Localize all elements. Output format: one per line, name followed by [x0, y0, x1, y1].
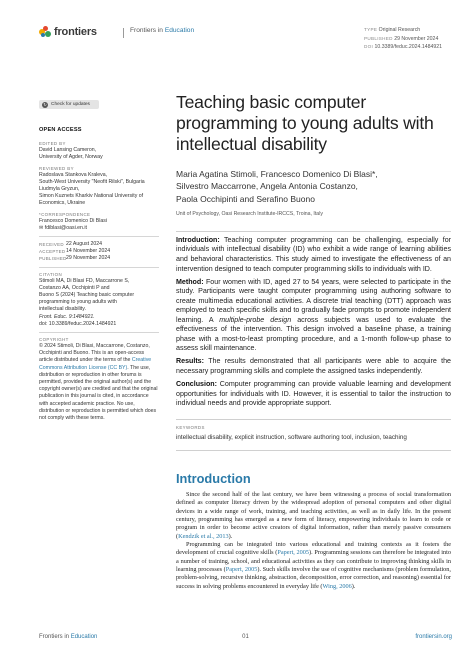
- header-divider: [123, 28, 124, 38]
- article-meta: [364, 26, 452, 52]
- author-list: [176, 168, 451, 205]
- date-key: RECEIVED: [39, 242, 64, 248]
- paragraph-text: ). Such skills involve the use of cognitive mechanisms (problem formulation, problem-solving, recursive thinking, abstraction, decomposition, error correction, and reasoning) essential for success in solving problems encountered in everyday life (: [176, 566, 451, 590]
- refresh-icon: ↻: [43, 101, 47, 107]
- author-line: Maria Agatina Stimoli, Francesco Domenico Di Blasi*,: [176, 169, 378, 179]
- correspondence-block: [39, 212, 159, 232]
- edited-by-line: David Lansing Cameron,: [39, 147, 97, 154]
- paragraph-text: ).: [228, 532, 233, 540]
- citation-link[interactable]: Wing, 2006: [322, 582, 352, 590]
- sidebar-divider: [39, 236, 159, 237]
- license-link[interactable]: Creative Commons Attribution License (CC BY): [39, 357, 152, 371]
- open-access-label: OPEN ACCESS: [39, 127, 82, 133]
- footer-site-link[interactable]: frontiersin.org: [415, 634, 452, 640]
- paragraph-text: Since the second half of the last century, we have been witnessing a process of social transformation defined as computer literacy driven by the widespread adoption of personal computers and other digital devices in a wide range of work, training, and teaching activities, as well as in daily life. In the present century, programming has emerged as a new form of literacy, empowering individuals to learn to code or program in order to become active creators of digital information, rather than merely passive consumers (: [176, 491, 451, 540]
- reviewer-line: South-West University "Neofit Rilski", Bulgaria: [39, 178, 145, 185]
- abstract-method-italic: multiple-probe design: [219, 315, 292, 324]
- citation-block: [39, 272, 159, 328]
- edited-by-line: University of Agder, Norway: [39, 154, 103, 161]
- date-value: 22 August 2024: [66, 241, 103, 248]
- copyright-text-end: . The use, distribution or reproduction in other forums is permitted, provided the original author(s) and the copyright owner(s) are credited and that the original publication in this journal is cited, in accordance with accepted academic practice. No use, distribution or reproduction is permitted which does not comply with these terms.: [39, 364, 158, 422]
- page-footer: [39, 634, 452, 646]
- copyright-text-start: © 2024 Stimoli, Di Blasi, Maccarrone, Costanzo, Occhipinti and Buono. This is an open-access article distributed under the terms of the: [39, 343, 150, 364]
- frontiers-logo-icon: [39, 26, 51, 38]
- author-line: Silvestro Maccarrone, Angela Antonia Costanzo,: [176, 181, 358, 192]
- affiliation: Unit of Psychology, Oasi Research Institute-IRCCS, Troina, Italy: [176, 210, 323, 217]
- keywords-divider: [176, 419, 451, 420]
- body-paragraph: [176, 491, 451, 541]
- abstract-conclusion: [176, 380, 451, 409]
- citation-link[interactable]: Papert, 2005: [277, 549, 310, 557]
- meta-published: [364, 35, 452, 44]
- check-updates-label: Check for updates: [51, 101, 90, 107]
- citation-line: intellectual disability.: [39, 306, 86, 313]
- abstract-method-text: Four women with ID, aged 27 to 54 years, were selected to participate in the study. Participants were taught computer programming using authoring software to create multimedia educational activities. A discrete trial teaching (DTT) approach was employed to teach specific skills and to gradually fade prompts to promote independent learning. A: [176, 277, 451, 324]
- meta-type: [364, 26, 452, 35]
- check-updates-button[interactable]: [39, 100, 99, 109]
- abstract-method-text: across subjects was used to evaluate the effectiveness of the intervention. This design involved a baseline phase, a training phase with a most-to-least prompting procedure, and a 1-month follow-up phase to assess skill maintenance.: [176, 315, 452, 353]
- correspondence-email[interactable]: ✉ fdiblasi@oasi.en.it: [39, 224, 87, 231]
- date-value: 14 November 2024: [66, 248, 111, 255]
- abstract-intro-label: Introduction:: [176, 235, 220, 244]
- abstract: [176, 236, 451, 409]
- copyright-block: [39, 337, 159, 422]
- citation-label: CITATION: [39, 271, 63, 277]
- frontiers-logo[interactable]: [39, 26, 97, 38]
- meta-published-value: 29 November 2024: [394, 35, 439, 42]
- keywords-list: intellectual disability, explicit instruction, software authoring tool, inclusion, teaching: [176, 433, 407, 441]
- correspondence-name: Francesco Domenico Di Blasi: [39, 217, 108, 224]
- abstract-introduction: [176, 236, 451, 274]
- section-heading-introduction: Introduction: [176, 471, 251, 486]
- citation-line: programming to young adults with: [39, 299, 117, 306]
- reviewed-by-label: REVIEWED BY: [39, 165, 74, 171]
- meta-doi: [364, 43, 452, 52]
- correspondence-label: *CORRESPONDENCE: [39, 211, 91, 217]
- date-key: ACCEPTED: [39, 249, 66, 255]
- paragraph-text: ).: [351, 582, 356, 590]
- reviewer-line: Simon Kuznets Kharkiv National University of: [39, 193, 144, 200]
- meta-published-key: PUBLISHED: [364, 35, 393, 41]
- copyright-label: COPYRIGHT: [39, 337, 69, 343]
- date-received: [39, 241, 159, 248]
- abstract-results: [176, 357, 451, 376]
- date-published: [39, 255, 159, 262]
- meta-doi-value[interactable]: 10.3389/feduc.2024.1484921: [374, 44, 443, 50]
- abstract-method: [176, 278, 451, 354]
- edited-by-label: EDITED BY: [39, 141, 66, 147]
- journal-section[interactable]: [130, 27, 194, 34]
- paragraph-text: ). Programming sessions can therefore be integrated into a number of training, school, and educational activities as they can contribute to improving thinking skills in learning processes (: [176, 549, 452, 574]
- sidebar-divider: [39, 332, 159, 333]
- article-title: Teaching basic computer programming to young adults with intellectual disability: [176, 92, 434, 154]
- sidebar-divider: [39, 267, 159, 268]
- abstract-results-label: Results:: [176, 357, 204, 366]
- article-main: [176, 92, 451, 451]
- dates-block: [39, 241, 159, 263]
- abstract-divider: [176, 231, 451, 232]
- keywords-label: KEYWORDS: [176, 424, 205, 430]
- citation-link[interactable]: Kendzik et al., 2013: [178, 532, 229, 540]
- abstract-intro-text: Teaching computer programming can be challenging, especially for individuals with intellectual disability (ID) who exhibit a wide range of learning abilities and behavioral characteristics. This study aimed to investigate the effectiveness of an intervention designed to teach computer programming skills to individuals with ID.: [176, 235, 451, 273]
- citation-line: Costanzo AA, Occhipinti P and: [39, 284, 110, 291]
- copyright-text: [39, 343, 159, 422]
- footer-journal-name: Education: [70, 634, 98, 640]
- meta-type-value: Original Research: [378, 27, 421, 33]
- citation-line: Buono S (2024) Teaching basic computer: [39, 292, 135, 299]
- reviewed-by-block: [39, 166, 159, 208]
- reviewer-line: Radoslava Stankova Kraleva,: [39, 171, 108, 178]
- sidebar: [39, 100, 159, 426]
- citation-line: Stimoli MA, Di Blasi FD, Maccarrone S,: [39, 277, 130, 284]
- abstract-results-text: The results demonstrated that all participants were able to acquire the necessary programming skills and complete the assigned tasks independently.: [176, 357, 451, 375]
- date-key: PUBLISHED: [39, 256, 67, 262]
- date-value: 29 November 2024: [66, 255, 111, 262]
- introduction-body: [176, 491, 451, 591]
- page-header: [39, 26, 452, 50]
- abstract-conclusion-label: Conclusion:: [176, 380, 217, 389]
- reviewer-line: Economics, Ukraine: [39, 200, 86, 207]
- journal-name: Education: [164, 27, 195, 34]
- abstract-method-label: Method:: [176, 277, 204, 286]
- journal-prefix: Frontiers in: [130, 27, 165, 34]
- author-line: Paola Occhipinti and Serafino Buono: [176, 193, 315, 204]
- meta-doi-key: DOI: [364, 44, 374, 49]
- meta-type-key: TYPE: [364, 27, 378, 32]
- reviewer-line: Liudmyla Gryzun,: [39, 186, 80, 193]
- footer-journal-prefix: Frontiers in: [39, 634, 71, 640]
- date-accepted: [39, 248, 159, 255]
- brand-name: frontiers: [54, 26, 97, 38]
- abstract-conclusion-text: Computer programming can provide valuable learning and development opportunities for individuals with ID. However, it is essential to tailor the instruction to individual needs and provide appropriate support.: [176, 380, 451, 408]
- paragraph-text: Programming can be integrated into various educational and training contexts as it fosters the development of crucial cognitive skills (: [176, 541, 451, 557]
- citation-line: doi: 10.3389/feduc.2024.1484921: [39, 320, 117, 327]
- citation-link[interactable]: Papert, 2005: [225, 566, 258, 574]
- body-paragraph: [176, 541, 451, 591]
- edited-by-block: [39, 141, 159, 161]
- keywords-divider: [176, 450, 451, 451]
- page-number: 01: [242, 634, 249, 640]
- citation-line: Front. Educ. 9:1484921.: [39, 313, 95, 320]
